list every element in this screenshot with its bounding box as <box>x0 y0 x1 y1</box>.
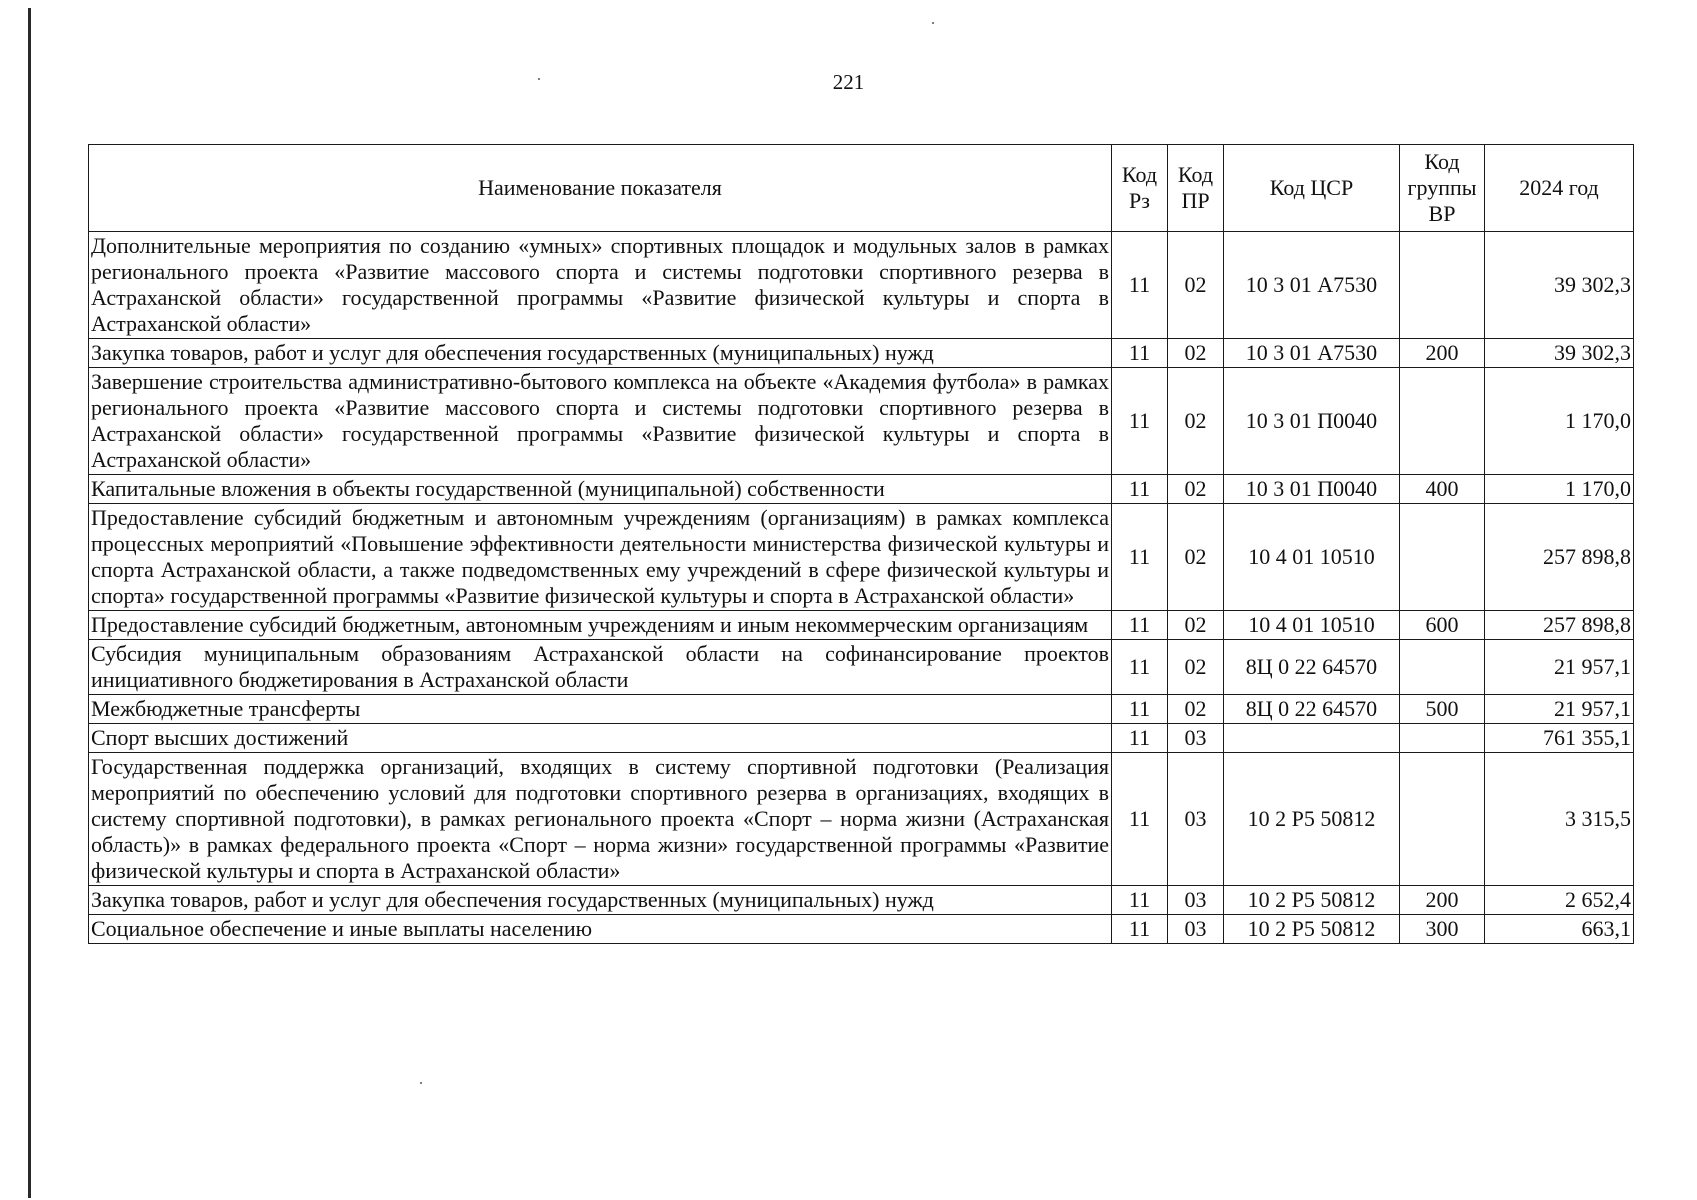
table-row <box>89 475 1634 504</box>
table-row <box>89 504 1634 611</box>
row-amount: 761 355,1 <box>1485 724 1634 753</box>
row-vr <box>1400 368 1485 475</box>
row-vr <box>1400 724 1485 753</box>
row-rz: 11 <box>1112 232 1168 339</box>
row-vr: 600 <box>1400 611 1485 640</box>
row-csr: 10 2 Р5 50812 <box>1224 753 1400 886</box>
row-csr: 8Ц 0 22 64570 <box>1224 640 1400 695</box>
row-rz: 11 <box>1112 724 1168 753</box>
row-name: Спорт высших достижений <box>89 724 1112 753</box>
row-amount: 21 957,1 <box>1485 695 1634 724</box>
row-name: Закупка товаров, работ и услуг для обеспечения государственных (муниципальных) нужд <box>89 339 1112 368</box>
row-pr: 03 <box>1168 753 1224 886</box>
row-amount: 1 170,0 <box>1485 475 1634 504</box>
row-name: Социальное обеспечение и иные выплаты населению <box>89 915 1112 944</box>
row-rz: 11 <box>1112 640 1168 695</box>
row-vr: 400 <box>1400 475 1485 504</box>
row-name: Капитальные вложения в объекты государственной (муниципальной) собственности <box>89 475 1112 504</box>
row-vr <box>1400 232 1485 339</box>
table-row <box>89 640 1634 695</box>
row-name: Предоставление субсидий бюджетным, автономным учреждениям и иным некоммерческим организациям <box>89 611 1112 640</box>
row-amount: 2 652,4 <box>1485 886 1634 915</box>
row-rz: 11 <box>1112 475 1168 504</box>
table-row <box>89 724 1634 753</box>
row-vr: 200 <box>1400 339 1485 368</box>
row-vr <box>1400 640 1485 695</box>
row-vr: 300 <box>1400 915 1485 944</box>
table-row <box>89 695 1634 724</box>
row-rz: 11 <box>1112 368 1168 475</box>
table-row <box>89 915 1634 944</box>
header-rz: Код Рз <box>1112 145 1168 232</box>
row-amount: 1 170,0 <box>1485 368 1634 475</box>
row-rz: 11 <box>1112 504 1168 611</box>
row-name: Закупка товаров, работ и услуг для обеспечения государственных (муниципальных) нужд <box>89 886 1112 915</box>
row-pr: 02 <box>1168 611 1224 640</box>
row-name: Государственная поддержка организаций, входящих в систему спортивной подготовки (Реализация мероприятий по обеспечению условий для подготовки спортивного резерва в организациях, входящих в систему спортивной подготовки), в рамках регионального проекта «Спорт – норма жизни (Астраханская область)» в рамках федерального проекта «Спорт – норма жизни» государственной программы «Развитие физической культуры и спорта в Астраханской области» <box>89 753 1112 886</box>
row-pr: 03 <box>1168 724 1224 753</box>
row-vr: 500 <box>1400 695 1485 724</box>
row-csr: 10 3 01 А7530 <box>1224 339 1400 368</box>
table-header-row <box>89 145 1634 232</box>
table-row <box>89 232 1634 339</box>
row-csr: 10 3 01 П0040 <box>1224 368 1400 475</box>
row-csr: 10 4 01 10510 <box>1224 611 1400 640</box>
row-amount: 3 315,5 <box>1485 753 1634 886</box>
table-row <box>89 611 1634 640</box>
row-vr <box>1400 753 1485 886</box>
row-amount: 663,1 <box>1485 915 1634 944</box>
scan-speck <box>420 1082 422 1084</box>
header-csr: Код ЦСР <box>1224 145 1400 232</box>
page-number: 221 <box>832 70 865 94</box>
scan-speck <box>932 22 934 24</box>
row-csr: 10 3 01 А7530 <box>1224 232 1400 339</box>
header-vr: Код группы ВР <box>1400 145 1485 232</box>
row-pr: 02 <box>1168 504 1224 611</box>
row-csr: 10 4 01 10510 <box>1224 504 1400 611</box>
row-amount: 21 957,1 <box>1485 640 1634 695</box>
row-amount: 39 302,3 <box>1485 232 1634 339</box>
row-amount: 257 898,8 <box>1485 504 1634 611</box>
header-pr: Код ПР <box>1168 145 1224 232</box>
row-pr: 02 <box>1168 695 1224 724</box>
table-row <box>89 886 1634 915</box>
table-row <box>89 753 1634 886</box>
row-csr <box>1224 724 1400 753</box>
row-amount: 39 302,3 <box>1485 339 1634 368</box>
row-vr: 200 <box>1400 886 1485 915</box>
row-name: Предоставление субсидий бюджетным и автономным учреждениям (организациям) в рамках комплекса процессных мероприятий «Повышение эффективности деятельности министерства физической культуры и спорта Астраханской области, а также подведомственных ему учреждений в сфере физической культуры и спорта» государственной программы «Развитие физической культуры и спорта в Астраханской области» <box>89 504 1112 611</box>
row-pr: 03 <box>1168 915 1224 944</box>
row-pr: 02 <box>1168 368 1224 475</box>
row-rz: 11 <box>1112 753 1168 886</box>
row-rz: 11 <box>1112 611 1168 640</box>
page-edge-rule <box>28 8 31 1198</box>
row-pr: 02 <box>1168 475 1224 504</box>
row-csr: 8Ц 0 22 64570 <box>1224 695 1400 724</box>
header-name: Наименование показателя <box>89 145 1112 232</box>
row-rz: 11 <box>1112 886 1168 915</box>
row-rz: 11 <box>1112 695 1168 724</box>
table-row <box>89 339 1634 368</box>
row-vr <box>1400 504 1485 611</box>
row-name: Межбюджетные трансферты <box>89 695 1112 724</box>
row-csr: 10 2 Р5 50812 <box>1224 886 1400 915</box>
row-pr: 02 <box>1168 339 1224 368</box>
row-name: Субсидия муниципальным образованиям Астраханской области на софинансирование проектов инициативного бюджетирования в Астраханской области <box>89 640 1112 695</box>
row-name: Дополнительные мероприятия по созданию «умных» спортивных площадок и модульных залов в рамках регионального проекта «Развитие массового спорта и системы подготовки спортивного резерва в Астраханской области» государственной программы «Развитие физической культуры и спорта в Астраханской области» <box>89 232 1112 339</box>
table-row <box>89 368 1634 475</box>
row-amount: 257 898,8 <box>1485 611 1634 640</box>
row-rz: 11 <box>1112 915 1168 944</box>
header-year: 2024 год <box>1485 145 1634 232</box>
row-pr: 02 <box>1168 232 1224 339</box>
row-pr: 03 <box>1168 886 1224 915</box>
budget-table <box>88 144 1634 944</box>
row-csr: 10 3 01 П0040 <box>1224 475 1400 504</box>
row-name: Завершение строительства административно-бытового комплекса на объекте «Академия футбола» в рамках регионального проекта «Развитие массового спорта и системы подготовки спортивного резерва в Астраханской области» государственной программы «Развитие физической культуры и спорта в Астраханской области» <box>89 368 1112 475</box>
row-csr: 10 2 Р5 50812 <box>1224 915 1400 944</box>
row-rz: 11 <box>1112 339 1168 368</box>
row-pr: 02 <box>1168 640 1224 695</box>
